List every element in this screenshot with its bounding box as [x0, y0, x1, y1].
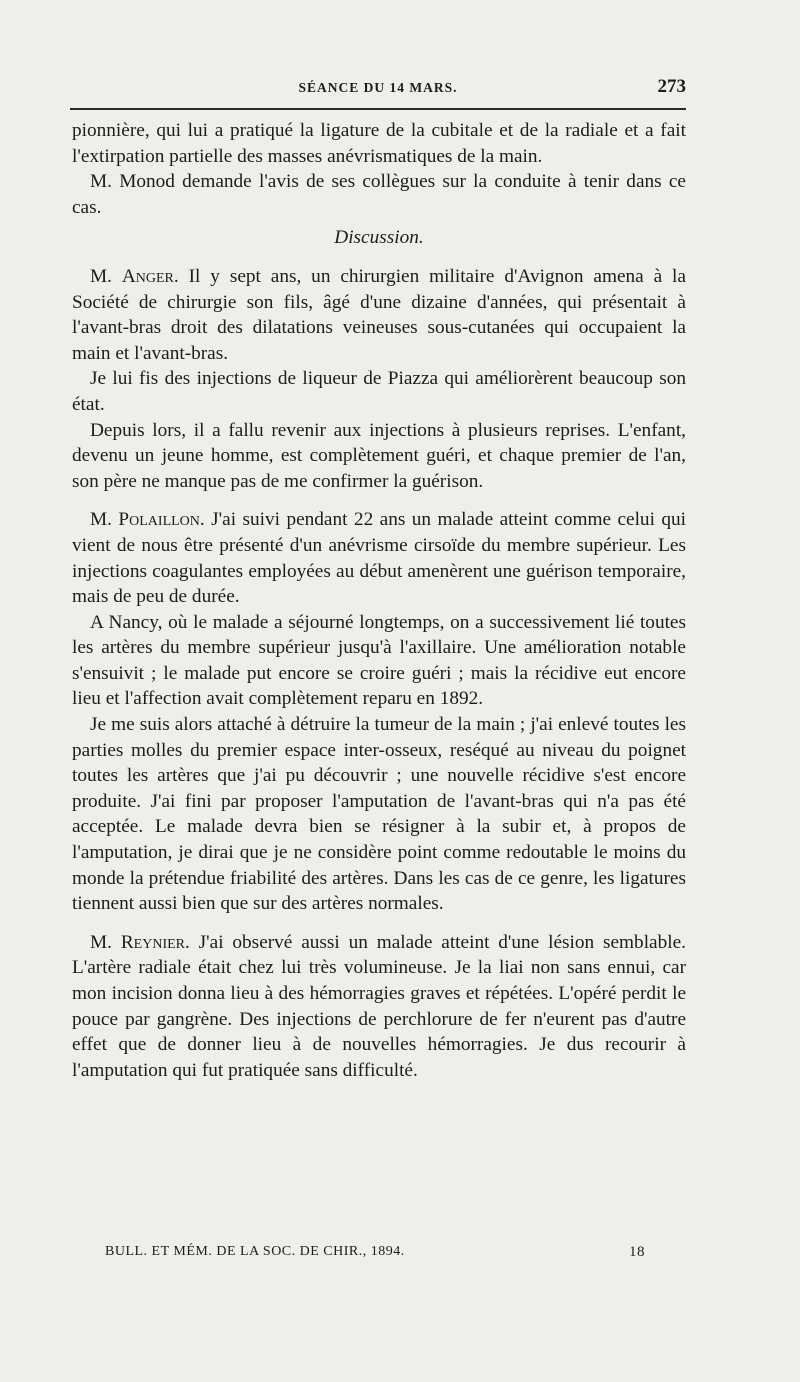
signature-mark: 18 [629, 1244, 645, 1260]
section-heading-discussion: Discussion. [334, 227, 424, 249]
running-head-title: SÉANCE DU 14 MARS. [298, 80, 458, 95]
speaker-text-polaillon: . J'ai suivi pendant 22 ans un malade atteint comme celui qui vient de nous être présenté d'un anévrisme cirsoïde du membre supérieur. Les injections coagulantes employées au début amenèrent une guérison temporaire, mais de peu de durée. [72, 509, 687, 608]
speaker-text-anger: . Il y sept ans, un chirurgien militaire d'Avignon amena à la Société de chirurgie son fils, âgé d'une dizaine d'années, qui présentait à l'avant-bras droit des dilatations veineuses sous-cutanées qui occupaient la main et l'avant-bras. [72, 265, 686, 364]
speaker-name-reynier: Reynier [120, 931, 185, 953]
paragraph-polaillon-followup: Je me suis alors attaché à détruire la tumeur de la main ; j'ai enlevé toutes les parties molles du premier espace inter-osseux, reséqué au niveau du poignet toutes les artères que j'ai pu découvrir ; une nouvelle récidive s'est encore produite. J'ai fini par proposer l'amputation de l'avant-bras qui n'a pas été acceptée. Le malade devra bien se résigner à la subir et, à propos de l'amputation, je dirai que je ne considère point comme redoutable le moins du monde la prétendue friabilité des artères. Dans les cas de ce genre, les ligatures tiennent aussi bien que sur des artères normales. [72, 714, 686, 915]
paragraph-monod: M. Monod demande l'avis de ses collègues sur la conduite à tenir dans ce cas. [72, 171, 686, 218]
page-number: 273 [657, 76, 686, 97]
paragraph-anger-followup: Depuis lors, il a fallu revenir aux injections à plusieurs reprises. L'enfant, devenu un jeune homme, est complètement guéri, et chaque premier de l'an, son père ne manque pas de me confirmer la guérison. [72, 419, 686, 492]
running-head [70, 74, 686, 100]
paragraph-polaillon-followup: A Nancy, où le malade a séjourné longtemps, on a successivement lié toutes les artères du membre supérieur jusqu'à l'axillaire. Une amélioration notable s'ensuivit ; le malade put encore se croire guéri ; mais la récidive eut encore lieu et l'affection avait complètement reparu en 1892. [72, 611, 686, 710]
paragraph-anger-followup: Je lui fis des injections de liqueur de Piazza qui améliorèrent beaucoup son état. [72, 368, 686, 415]
speaker-prefix: M. [90, 265, 122, 287]
paragraph-continuation: pionnière, qui lui a pratiqué la ligature de la cubitale et de la radiale et a fait l'extirpation partielle des masses anévrismatiques de la main. [72, 120, 686, 167]
body-text [72, 118, 686, 1083]
paragraph-reynier [72, 930, 686, 1084]
speaker-name-polaillon: Polaillon [118, 509, 200, 531]
paragraph-polaillon [72, 507, 686, 609]
footer-citation: BULL. ET MÉM. DE LA SOC. DE CHIR., 1894. [105, 1244, 405, 1259]
speaker-text-reynier: . J'ai observé aussi un malade atteint d'une lésion semblable. L'artère radiale était chez lui très volumineuse. Je la liai non sans ennui, car mon incision donna lieu à des hémorragies graves et répétées. L'opéré perdit le pouce par gangrène. Des injections de perchlorure de fer n'eurent pas d'autre effet que de donner lieu à de nouvelles hémorragies. Je dus recourir à l'amputation qui fut pratiquée sans difficulté. [72, 931, 686, 1081]
speaker-prefix: M. [90, 931, 121, 953]
speaker-name-anger: Anger [121, 265, 174, 287]
header-rule [70, 108, 686, 110]
paragraph-anger [72, 264, 686, 366]
speaker-prefix: M. [90, 509, 119, 531]
page-footer [105, 1244, 645, 1260]
